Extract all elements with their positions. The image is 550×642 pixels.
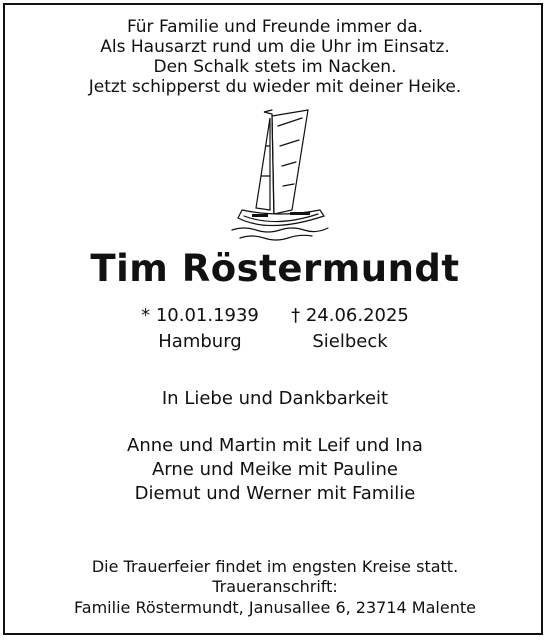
death-place: Sielbeck — [312, 331, 388, 352]
mourning-address: Familie Röstermundt, Janusallee 6, 23714 Malente — [74, 598, 476, 617]
poem-line-1: Für Familie und Freunde immer da. — [126, 17, 424, 37]
poem-line-4: Jetzt schipperst du wieder mit deiner Heike. — [88, 77, 462, 97]
deceased-name: Tim Röstermundt — [90, 247, 460, 290]
funeral-note: Die Trauerfeier findet im engsten Kreise statt. — [91, 557, 459, 576]
poem-line-3: Den Schalk stets im Nacken. — [153, 57, 397, 77]
birth-date: * 10.01.1939 — [141, 305, 259, 326]
family-line-3: Diemut und Werner mit Familie — [134, 483, 416, 504]
birth-place: Hamburg — [158, 331, 242, 352]
poem-line-2: Als Hausarzt rund um die Uhr im Einsatz. — [100, 37, 450, 57]
dedication: In Liebe und Dankbarkeit — [161, 388, 389, 409]
death-date: † 24.06.2025 — [291, 305, 409, 326]
family-line-1: Anne und Martin mit Leif und Ina — [127, 435, 423, 456]
mourning-address-label: Traueranschrift: — [212, 577, 338, 596]
obituary-frame — [3, 3, 543, 635]
family-line-2: Arne und Meike mit Pauline — [151, 459, 399, 480]
sailing-boat-icon — [230, 106, 330, 246]
